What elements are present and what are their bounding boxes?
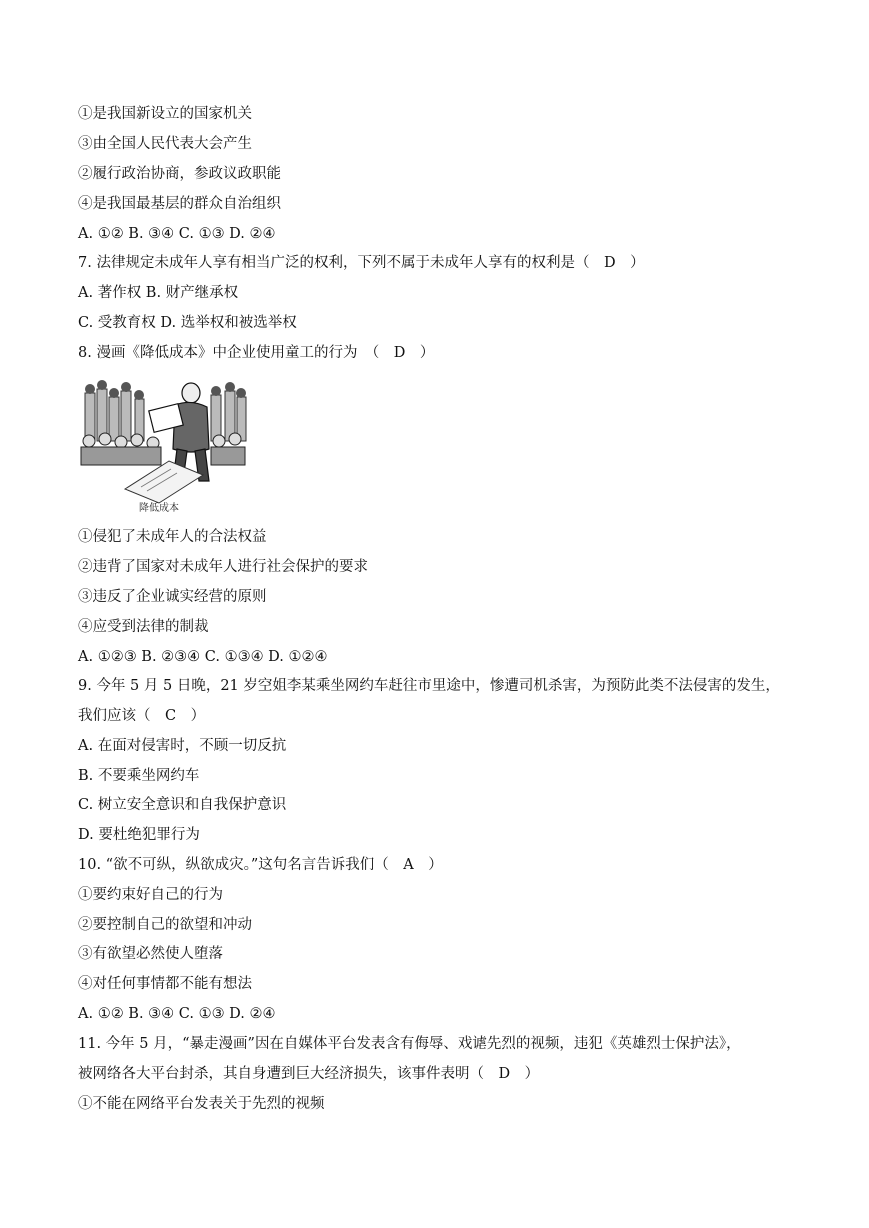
- question-9-continued: 我们应该（ C ）: [78, 708, 206, 724]
- option-line: ③由全国人民代表大会产生: [78, 136, 252, 152]
- option-line: ③有欲望必然使人堕落: [78, 946, 223, 962]
- question-7: 7. 法律规定未成年人享有相当广泛的权利，下列不属于未成年人享有的权利是（ D ）: [78, 255, 645, 271]
- question-11: 11. 今年 5 月，“暴走漫画”因在自媒体平台发表含有侮辱、戏谑先烈的视频，违犯《英雄烈士保护法》，: [78, 1036, 741, 1052]
- option-line: ④对任何事情都不能有想法: [78, 976, 252, 992]
- answer-choice: D. 要杜绝犯罪行为: [78, 827, 200, 843]
- option-line: ①侵犯了未成年人的合法权益: [78, 529, 267, 545]
- option-line: ①不能在网络平台发表关于先烈的视频: [78, 1096, 325, 1112]
- cartoon-image: [79, 379, 249, 519]
- answer-choice: A. 在面对侵害时，不顾一切反抗: [78, 738, 287, 754]
- question-10: 10. “欲不可纵，纵欲成灾。”这句名言告诉我们（ A ）: [78, 857, 443, 873]
- answer-choices: A. ①②③ B. ②③④ C. ①③④ D. ①②④: [78, 649, 328, 665]
- question-8: 8. 漫画《降低成本》中企业使用童工的行为 （ D ）: [78, 345, 435, 361]
- answer-choice: B. 不要乘坐网约车: [78, 768, 200, 784]
- option-line: ③违反了企业诚实经营的原则: [78, 589, 267, 605]
- option-line: ②履行政治协商，参政议政职能: [78, 166, 281, 182]
- answer-choices: A. ①② B. ③④ C. ①③ D. ②④: [78, 226, 276, 242]
- option-line: ④是我国最基层的群众自治组织: [78, 196, 281, 212]
- cartoon-caption: 降低成本: [139, 503, 179, 514]
- option-line: ②要控制自己的欲望和冲动: [78, 917, 252, 933]
- question-11-continued: 被网络各大平台封杀，其自身遭到巨大经济损失，该事件表明（ D ）: [78, 1066, 540, 1082]
- question-9: 9. 今年 5 月 5 日晚，21 岁空姐李某乘坐网约车赶往市里途中，惨遭司机杀害，为预防此类不法侵害的发生，: [78, 678, 780, 694]
- option-line: ②违背了国家对未成年人进行社会保护的要求: [78, 559, 368, 575]
- option-line: ①是我国新设立的国家机关: [78, 106, 252, 122]
- option-line: ①要约束好自己的行为: [78, 887, 223, 903]
- answer-choices: C. 受教育权 D. 选举权和被选举权: [78, 315, 297, 331]
- option-line: ④应受到法律的制裁: [78, 619, 209, 635]
- answer-choices: A. 著作权 B. 财产继承权: [78, 285, 239, 301]
- answer-choices: A. ①② B. ③④ C. ①③ D. ②④: [78, 1006, 276, 1022]
- answer-choice: C. 树立安全意识和自我保护意识: [78, 797, 287, 813]
